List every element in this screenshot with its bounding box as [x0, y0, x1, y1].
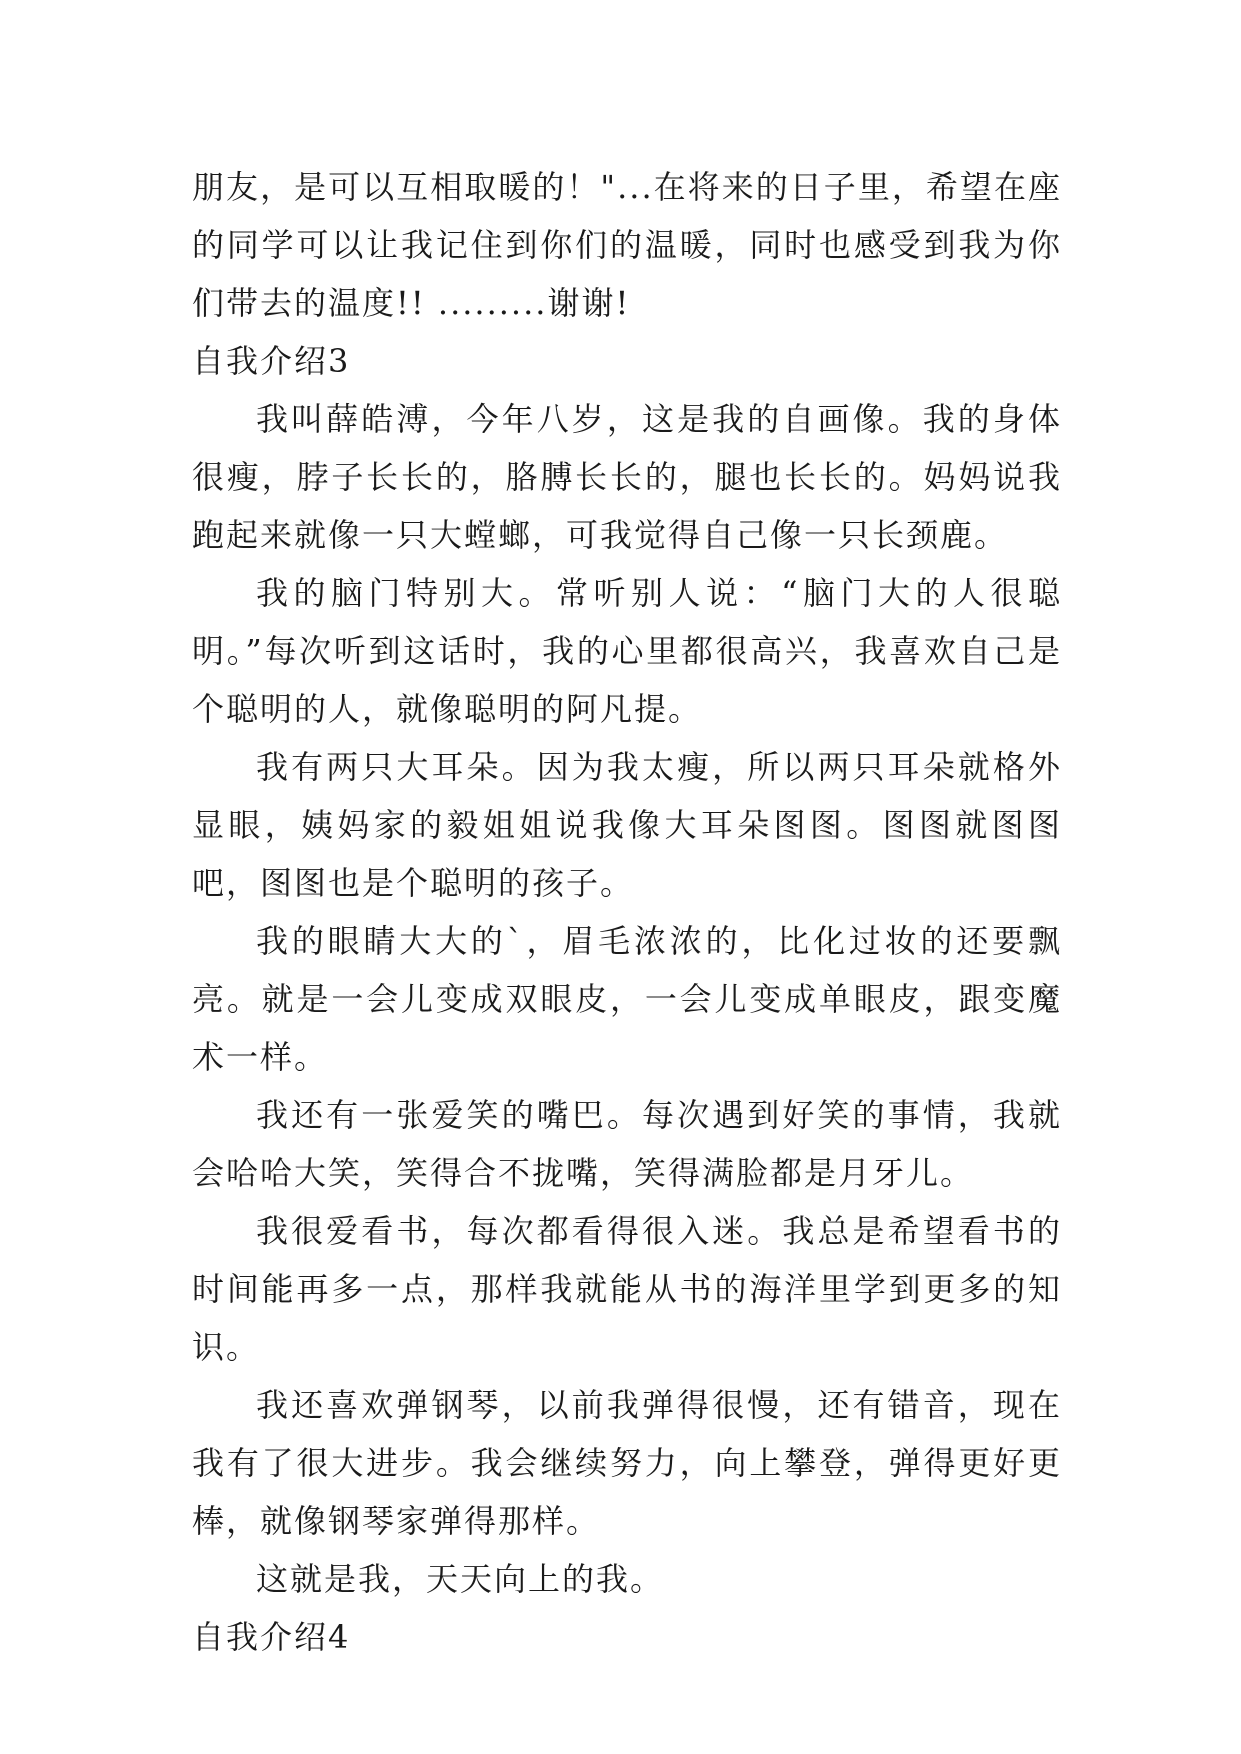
section-heading-3: 自我介绍3 — [192, 342, 351, 380]
section-heading-4: 自我介绍4 — [192, 1618, 351, 1656]
paragraph-forehead: 我的脑门特别大。常听别人说：“脑门大的人很聪明。”每次听到这话时，我的心里都很高兴，我喜欢自己是个聪明的人，就像聪明的阿凡提。 — [192, 574, 1062, 728]
document-body — [192, 158, 1062, 1666]
paragraph-conclusion: 这就是我，天天向上的我。 — [256, 1560, 665, 1598]
paragraph-mouth: 我还有一张爱笑的嘴巴。每次遇到好笑的事情，我就会哈哈大笑，笑得合不拢嘴，笑得满脸都是月牙儿。 — [192, 1096, 1062, 1192]
paragraph-eyes: 我的眼睛大大的`，眉毛浓浓的，比化过妆的还要飘亮。就是一会儿变成双眼皮，一会儿变成单眼皮，跟变魔术一样。 — [192, 922, 1062, 1076]
paragraph-ears: 我有两只大耳朵。因为我太瘦，所以两只耳朵就格外显眼，姨妈家的毅姐姐说我像大耳朵图图。图图就图图吧，图图也是个聪明的孩子。 — [192, 748, 1062, 902]
paragraph-reading: 我很爱看书，每次都看得很入迷。我总是希望看书的时间能再多一点，那样我就能从书的海洋里学到更多的知识。 — [192, 1212, 1062, 1366]
paragraph-intro: 我叫薛皓溥，今年八岁，这是我的自画像。我的身体很瘦，脖子长长的，胳膊长长的，腿也长长的。妈妈说我跑起来就像一只大螳螂，可我觉得自己像一只长颈鹿。 — [192, 400, 1062, 554]
continuation-paragraph: 朋友，是可以互相取暖的！"...在将来的日子里，希望在座的同学可以让我记住到你们的温暖，同时也感受到我为你们带去的温度!! .........谢谢! — [192, 168, 1062, 322]
paragraph-piano: 我还喜欢弹钢琴，以前我弹得很慢，还有错音，现在我有了很大进步。我会继续努力，向上攀登，弹得更好更棒，就像钢琴家弹得那样。 — [192, 1386, 1062, 1540]
